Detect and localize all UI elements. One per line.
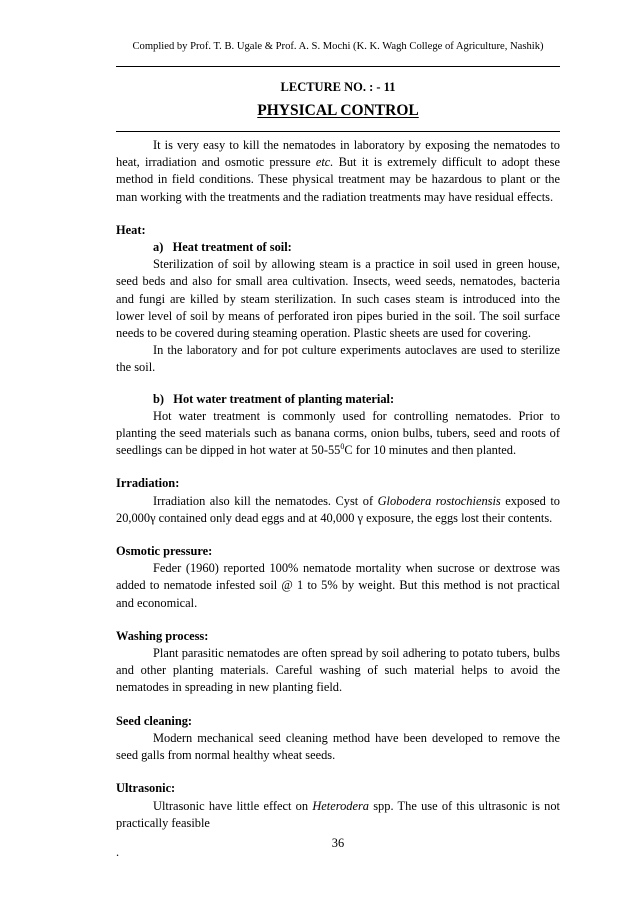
title-text: PHYSICAL CONTROL <box>257 102 419 119</box>
irradiation-text: Irradiation also kill the nematodes. Cyst of <box>153 493 378 508</box>
heading-irradiation: Irradiation: <box>116 476 180 491</box>
hot-water-text: Hot water treatment is commonly used for controlling nematodes. Prior to planting the seed materials such as banana corms, onion bulbs, tubers, seed and roots of seedlings can be dipped in hot water at 50-55 <box>116 408 560 458</box>
heading-heat: Heat: <box>116 222 146 237</box>
intro-paragraph <box>116 137 560 206</box>
document-body <box>116 137 560 861</box>
header-rule <box>116 66 560 67</box>
ultrasonic-text-end: spp. The use of this ultrasonic is not practically feasible <box>116 798 560 830</box>
species-name: Globodera rostochiensis <box>377 493 501 508</box>
heading-washing: Washing process: <box>116 628 209 643</box>
intro-etc: etc. <box>315 155 334 170</box>
running-header: Complied by Prof. T. B. Ugale & Prof. A. S. Mochi (K. K. Wagh College of Agriculture, Nashik) <box>132 41 544 52</box>
irradiation-text-end: exposed to 20,000γ contained only dead eggs and at 40,000 γ exposure, the eggs lost their contents. <box>116 493 560 525</box>
hot-water-paragraph <box>116 408 560 460</box>
heading-osmotic: Osmotic pressure: <box>116 544 213 559</box>
subheading-hot-water: b) Hot water treatment of planting material: <box>153 391 395 406</box>
page-title <box>116 102 560 120</box>
irradiation-paragraph <box>116 493 560 527</box>
ultrasonic-paragraph <box>116 798 560 832</box>
seed-cleaning-paragraph: Modern mechanical seed cleaning method have been developed to remove the seed galls from normal healthy wheat seeds. <box>116 730 560 763</box>
stray-mark: . <box>116 844 120 859</box>
hot-water-text-end: C for 10 minutes and then planted. <box>344 443 517 458</box>
subheading-heat-soil: a) Heat treatment of soil: <box>153 240 292 255</box>
ultrasonic-text: Ultrasonic have little effect on <box>153 798 313 813</box>
heat-soil-paragraph: Sterilization of soil by allowing steam is a practice in soil used in green house, seed beds and also for small area cultivation. Insects, weed seeds, nematodes, bacteria and fungi are killed by steam sterilization. In such cases steam is introduced into the lower level of soil by means of perforated iron pipes buried in the soil. The soil surface needs to be covered during steaming operation. Plastic sheets are used for covering. <box>116 257 560 341</box>
heading-ultrasonic: Ultrasonic: <box>116 781 176 796</box>
heat-lab-paragraph: In the laboratory and for pot culture experiments autoclaves are used to sterilize the soil. <box>116 343 560 375</box>
lecture-number: LECTURE NO. : - 11 <box>280 80 396 94</box>
osmotic-paragraph: Feder (1960) reported 100% nematode mortality when sucrose or dextrose was added to nematode infested soil @ 1 to 5% by weight. But this method is not practical and economical. <box>116 561 560 610</box>
intro-text: It is very easy to kill the nematodes in laboratory by exposing the nematodes to heat, irradiation and osmotic pressure <box>116 138 560 170</box>
genus-name: Heterodera <box>312 798 369 813</box>
intro-text-end: But it is extremely difficult to adopt these method in field conditions. These physical treatment may be hazardous to plant or the man working with the treatments and the radiation treatments may have residual effects. <box>116 155 560 204</box>
washing-paragraph: Plant parasitic nematodes are often spread by soil adhering to potato tubers, bulbs and other planting materials. Careful washing of such material helps to avoid the nematodes in spreading in new planting field. <box>116 646 560 695</box>
page-number: 36 <box>331 836 345 850</box>
heading-seed-cleaning: Seed cleaning: <box>116 713 193 728</box>
degree-superscript: 0 <box>340 442 345 452</box>
title-rule <box>116 131 560 132</box>
